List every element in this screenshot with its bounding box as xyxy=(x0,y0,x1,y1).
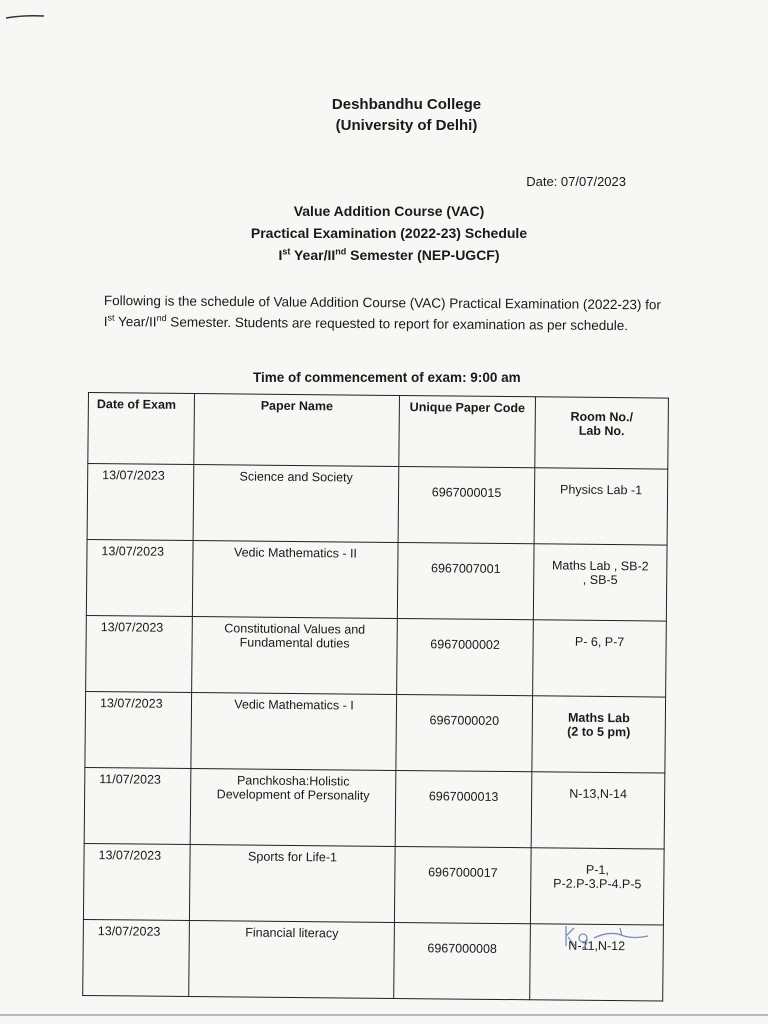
table-header-row xyxy=(88,393,669,470)
heading-line-1: Value Addition Course (VAC) xyxy=(293,203,485,219)
cell-paper: Sports for Life-1 xyxy=(189,845,395,923)
page-edge xyxy=(0,1014,768,1016)
cell-paper: Financial literacy xyxy=(189,920,395,998)
exam-time-label: Time of commencement of exam: 9:00 am xyxy=(253,370,521,385)
cell-date: 11/07/2023 xyxy=(84,767,191,844)
cell-room: Maths Lab (2 to 5 pm) xyxy=(532,696,666,773)
cell-room: P- 6, P-7 xyxy=(533,620,667,697)
cell-code: 6967000020 xyxy=(396,694,533,771)
cell-paper: Vedic Mathematics - I xyxy=(191,693,397,771)
heading-line-3: Ist Year/IInd Semester (NEP-UGCF) xyxy=(278,246,500,263)
cell-paper: Science and Society xyxy=(193,465,399,543)
college-header xyxy=(0,94,768,136)
cell-date: 13/07/2023 xyxy=(87,464,194,541)
table-row xyxy=(86,615,667,697)
table-row xyxy=(85,691,666,773)
heading-line-2: Practical Examination (2022-23) Schedule xyxy=(250,225,528,241)
cell-room: Maths Lab , SB-2 , SB-5 xyxy=(533,544,667,621)
cell-code: 6967000013 xyxy=(395,770,532,847)
signature xyxy=(560,916,652,950)
cell-paper: Constitutional Values and Fundamental duties xyxy=(192,617,398,695)
cell-room: N-13,N-14 xyxy=(531,772,665,849)
schedule-heading xyxy=(0,200,768,266)
document-date: Date: 07/07/2023 xyxy=(526,174,626,189)
cell-code: 6967000008 xyxy=(394,922,531,999)
cell-room: P-1, P-2.P-3.P-4.P-5 xyxy=(530,848,664,925)
intro-paragraph: Following is the schedule of Value Addition Course (VAC) Practical Examination (2022-23) for Ist Year/IInd Semester. Students are requested to report for examination as per schedule. xyxy=(103,292,661,334)
cell-code: 6967000002 xyxy=(397,618,534,695)
header-code: Unique Paper Code xyxy=(399,395,536,467)
university-name: (University of Delhi) xyxy=(335,117,478,134)
cell-date: 13/07/2023 xyxy=(83,843,190,920)
schedule-table xyxy=(82,392,669,1002)
college-name: Deshbandhu College xyxy=(331,96,482,113)
cell-date: 13/07/2023 xyxy=(85,691,192,768)
table-row xyxy=(86,539,667,621)
cell-room: N-11,N-12 xyxy=(530,924,664,1001)
table-row xyxy=(87,464,668,546)
schedule-table-wrap xyxy=(83,392,668,956)
header-date: Date of Exam xyxy=(88,393,195,465)
cell-room: Physics Lab -1 xyxy=(534,468,668,545)
cell-code: 6967000017 xyxy=(394,846,531,923)
table-row xyxy=(83,843,664,925)
header-room: Room No./ Lab No. xyxy=(535,397,669,469)
cell-paper: Vedic Mathematics - II xyxy=(192,541,398,619)
cell-date: 13/07/2023 xyxy=(86,539,193,616)
cell-code: 6967007001 xyxy=(397,542,534,619)
cell-date: 13/07/2023 xyxy=(86,615,193,692)
header-paper: Paper Name xyxy=(194,394,400,467)
table-row xyxy=(84,767,665,849)
pen-mark xyxy=(4,14,46,20)
cell-date: 13/07/2023 xyxy=(83,919,190,996)
cell-paper: Panchkosha:Holistic Development of Personality xyxy=(190,769,396,847)
cell-code: 6967000015 xyxy=(398,466,535,543)
